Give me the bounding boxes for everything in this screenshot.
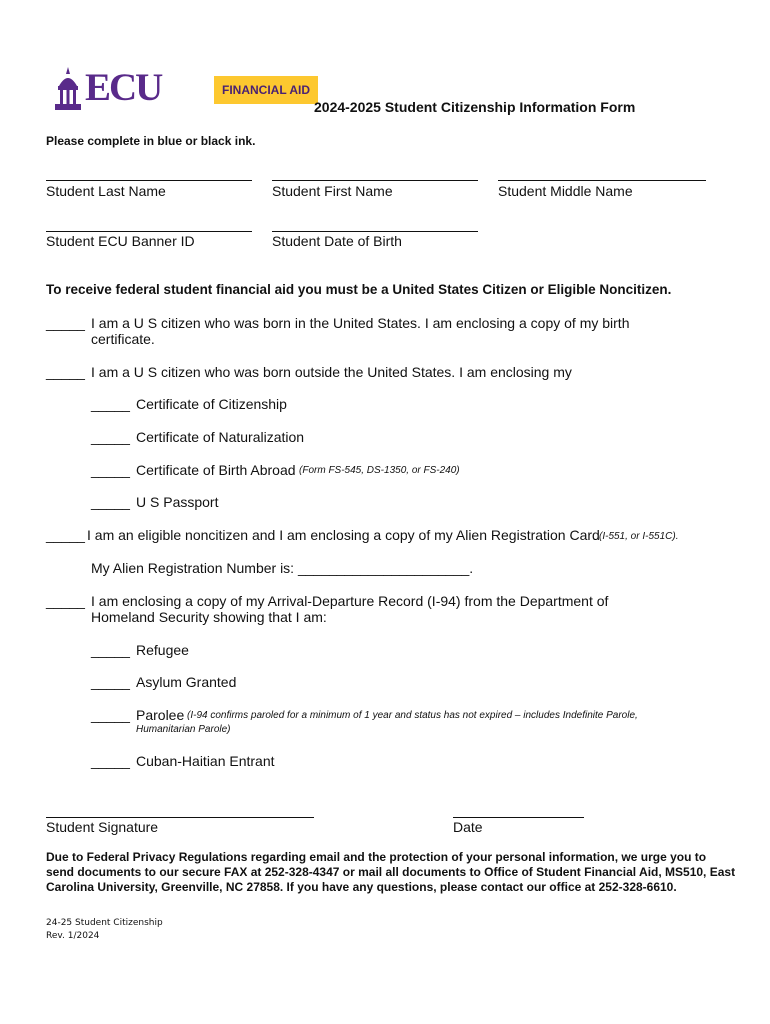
cert-naturalization-label: Certificate of Naturalization (136, 429, 305, 445)
cert-citizenship-label: Certificate of Citizenship (136, 396, 287, 412)
financial-aid-badge: FINANCIAL AID (214, 76, 318, 104)
dob-line[interactable] (272, 231, 478, 232)
born-us-text: I am a U S citizen who was born in the United States. I am enclosing a copy of my birth (91, 315, 630, 331)
cuban-haitian-blank[interactable]: _____ (91, 753, 130, 769)
first-name-line[interactable] (272, 180, 478, 181)
refugee-blank[interactable]: _____ (91, 642, 130, 658)
privacy-notice: Due to Federal Privacy Regulations regarding email and the protection of your personal information, we urge you to send documents to our secure FAX at 252-328-4347 or mail all documents to Office of Student Financial Aid, MS510, East Carolina University, Greenville, NC 27858. If you have any questions, please contact our office at 252-328-6610. (46, 850, 736, 894)
cert-birth-abroad-label: Certificate of Birth Abroad (136, 462, 296, 478)
banner-id-line[interactable] (46, 231, 252, 232)
passport-label: U S Passport (136, 494, 219, 510)
cert-naturalization-blank[interactable]: _____ (91, 429, 130, 445)
alien-number-field[interactable]: My Alien Registration Number is: ______________________. (91, 560, 474, 576)
born-us-text-cont: certificate. (91, 331, 155, 347)
parolee-blank[interactable]: _____ (91, 707, 130, 723)
revision-date: Rev. 1/2024 (46, 931, 100, 941)
parolee-note: (I-94 confirms paroled for a minimum of 1 year and status has not expired – includes Indefinite Parole, (187, 710, 638, 721)
dob-label: Student Date of Birth (272, 233, 402, 249)
date-line[interactable] (453, 817, 584, 818)
last-name-line[interactable] (46, 180, 252, 181)
last-name-label: Student Last Name (46, 183, 166, 199)
refugee-label: Refugee (136, 642, 189, 658)
logo-wordmark: ECU (85, 66, 162, 109)
middle-name-line[interactable] (498, 180, 706, 181)
cupola-icon (52, 66, 84, 112)
cert-birth-abroad-note: (Form FS-545, DS-1350, or FS-240) (299, 465, 460, 476)
middle-name-label: Student Middle Name (498, 183, 633, 199)
banner-id-label: Student ECU Banner ID (46, 233, 195, 249)
form-code: 24-25 Student Citizenship (46, 918, 163, 928)
first-name-label: Student First Name (272, 183, 393, 199)
born-outside-blank[interactable]: _____ (46, 364, 85, 380)
ecu-logo (52, 66, 310, 112)
parolee-label: Parolee (136, 707, 185, 723)
ink-instruction: Please complete in blue or black ink. (46, 134, 256, 148)
noncitizen-note: (I-551, or I-551C). (599, 531, 679, 542)
requirement-statement: To receive federal student financial aid you must be a United States Citizen or Eligible Noncitizen. (46, 282, 672, 297)
cert-birth-abroad-blank[interactable]: _____ (91, 462, 130, 478)
born-outside-text: I am a U S citizen who was born outside the United States. I am enclosing my (91, 364, 572, 380)
date-label: Date (453, 819, 483, 835)
asylum-label: Asylum Granted (136, 674, 237, 690)
noncitizen-blank[interactable]: _____ (46, 527, 85, 543)
cuban-haitian-label: Cuban-Haitian Entrant (136, 753, 275, 769)
signature-label: Student Signature (46, 819, 159, 835)
passport-blank[interactable]: _____ (91, 494, 130, 510)
asylum-blank[interactable]: _____ (91, 674, 130, 690)
born-us-blank[interactable]: _____ (46, 315, 85, 331)
noncitizen-text: I am an eligible noncitizen and I am enclosing a copy of my Alien Registration Card (87, 527, 600, 543)
i94-text-cont: Homeland Security showing that I am: (91, 609, 327, 625)
i94-text: I am enclosing a copy of my Arrival-Departure Record (I-94) from the Department of (91, 593, 609, 609)
form-title: 2024-2025 Student Citizenship Information Form (314, 99, 636, 115)
signature-line[interactable] (46, 817, 314, 818)
parolee-note-cont: Humanitarian Parole) (136, 724, 231, 735)
cert-citizenship-blank[interactable]: _____ (91, 396, 130, 412)
i94-blank[interactable]: _____ (46, 593, 85, 609)
